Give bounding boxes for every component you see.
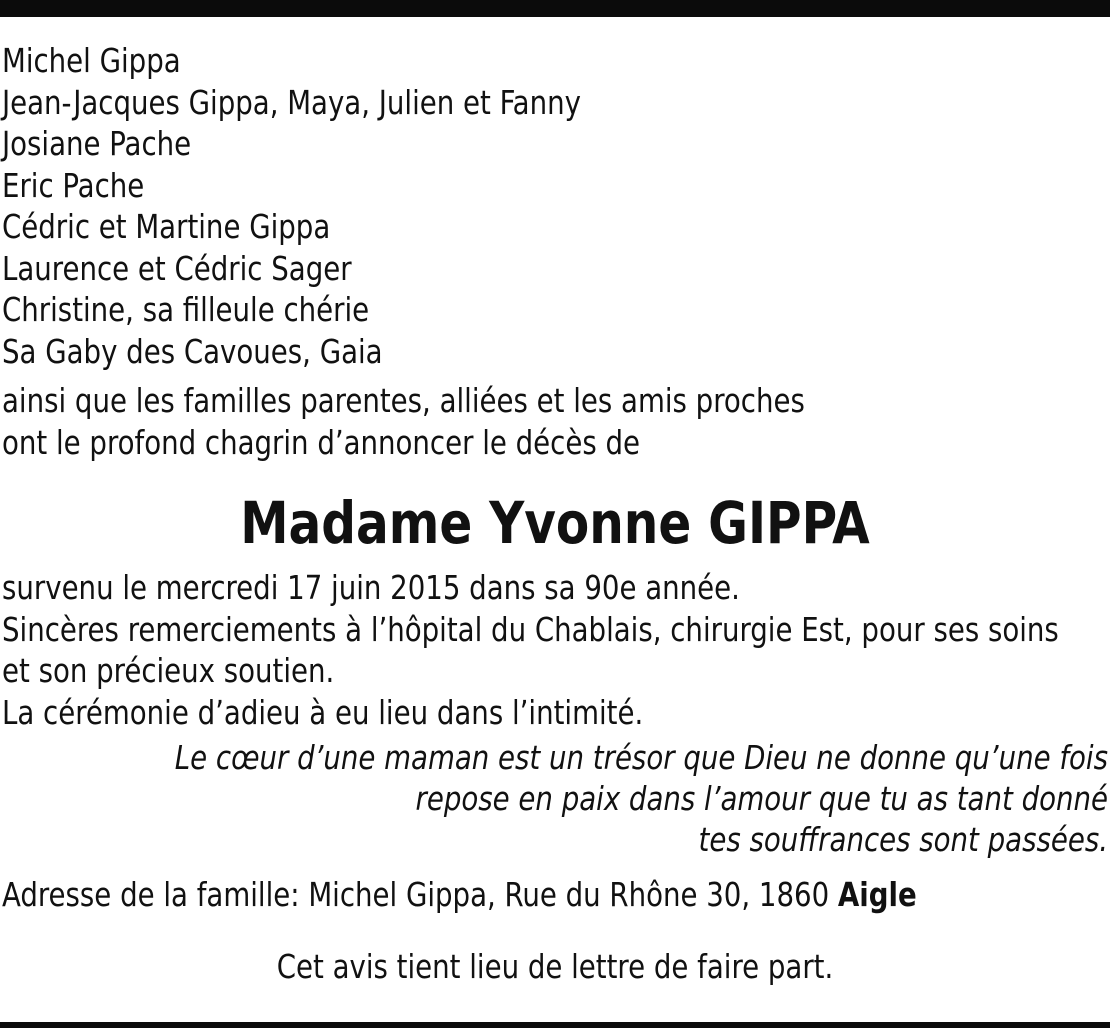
obituary-notice	[2, 40, 1108, 987]
family-member: Cédric et Martine Gippa	[2, 207, 331, 246]
family-member: Sa Gaby des Cavoues, Gaia	[2, 331, 383, 371]
poem-line: repose en paix dans l’amour que tu as tant donné	[415, 779, 1109, 818]
detail-line: et son précieux soutien.	[2, 651, 335, 690]
poem-line: Le cœur d’une maman est un trésor que Dieu ne donne qu’une fois	[174, 738, 1108, 777]
family-member: Josiane Pache	[2, 124, 192, 163]
family-address	[2, 874, 1031, 916]
family-member: Jean-Jacques Gippa, Maya, Julien et Fanny	[2, 82, 581, 122]
deceased-name: Madame Yvonne GIPPA	[240, 489, 870, 557]
memorial-poem	[2, 737, 1108, 860]
bottom-border-rule	[0, 1022, 1110, 1028]
detail-line: survenu le mercredi 17 juin 2015 dans sa 90e année.	[2, 568, 740, 607]
detail-line: Sincères remerciements à l’hôpital du Chablais, chirurgie Est, pour ses soins	[2, 609, 1059, 649]
poem-line: tes souffrances sont passées.	[698, 820, 1108, 859]
address-text: Adresse de la famille: Michel Gippa, Rue du Rhône 30, 1860	[2, 875, 838, 914]
detail-line: La cérémonie d’adieu à eu lieu dans l’intimité.	[2, 692, 644, 732]
family-list	[2, 40, 1108, 372]
announcement-intro	[2, 380, 1108, 463]
top-border-rule	[0, 0, 1110, 17]
family-member: Eric Pache	[2, 165, 145, 205]
address-city: Aigle	[837, 875, 917, 914]
intro-line: ainsi que les familles parentes, alliées et les amis proches	[2, 381, 805, 420]
intro-line: ont le profond chagrin d’annoncer le décès de	[2, 422, 641, 462]
death-details	[2, 567, 1108, 733]
family-member: Michel Gippa	[2, 41, 181, 80]
family-member: Laurence et Cédric Sager	[2, 248, 352, 288]
closing-note: Cet avis tient lieu de lettre de faire part.	[276, 946, 834, 986]
family-member: Christine, sa filleule chérie	[2, 290, 370, 329]
